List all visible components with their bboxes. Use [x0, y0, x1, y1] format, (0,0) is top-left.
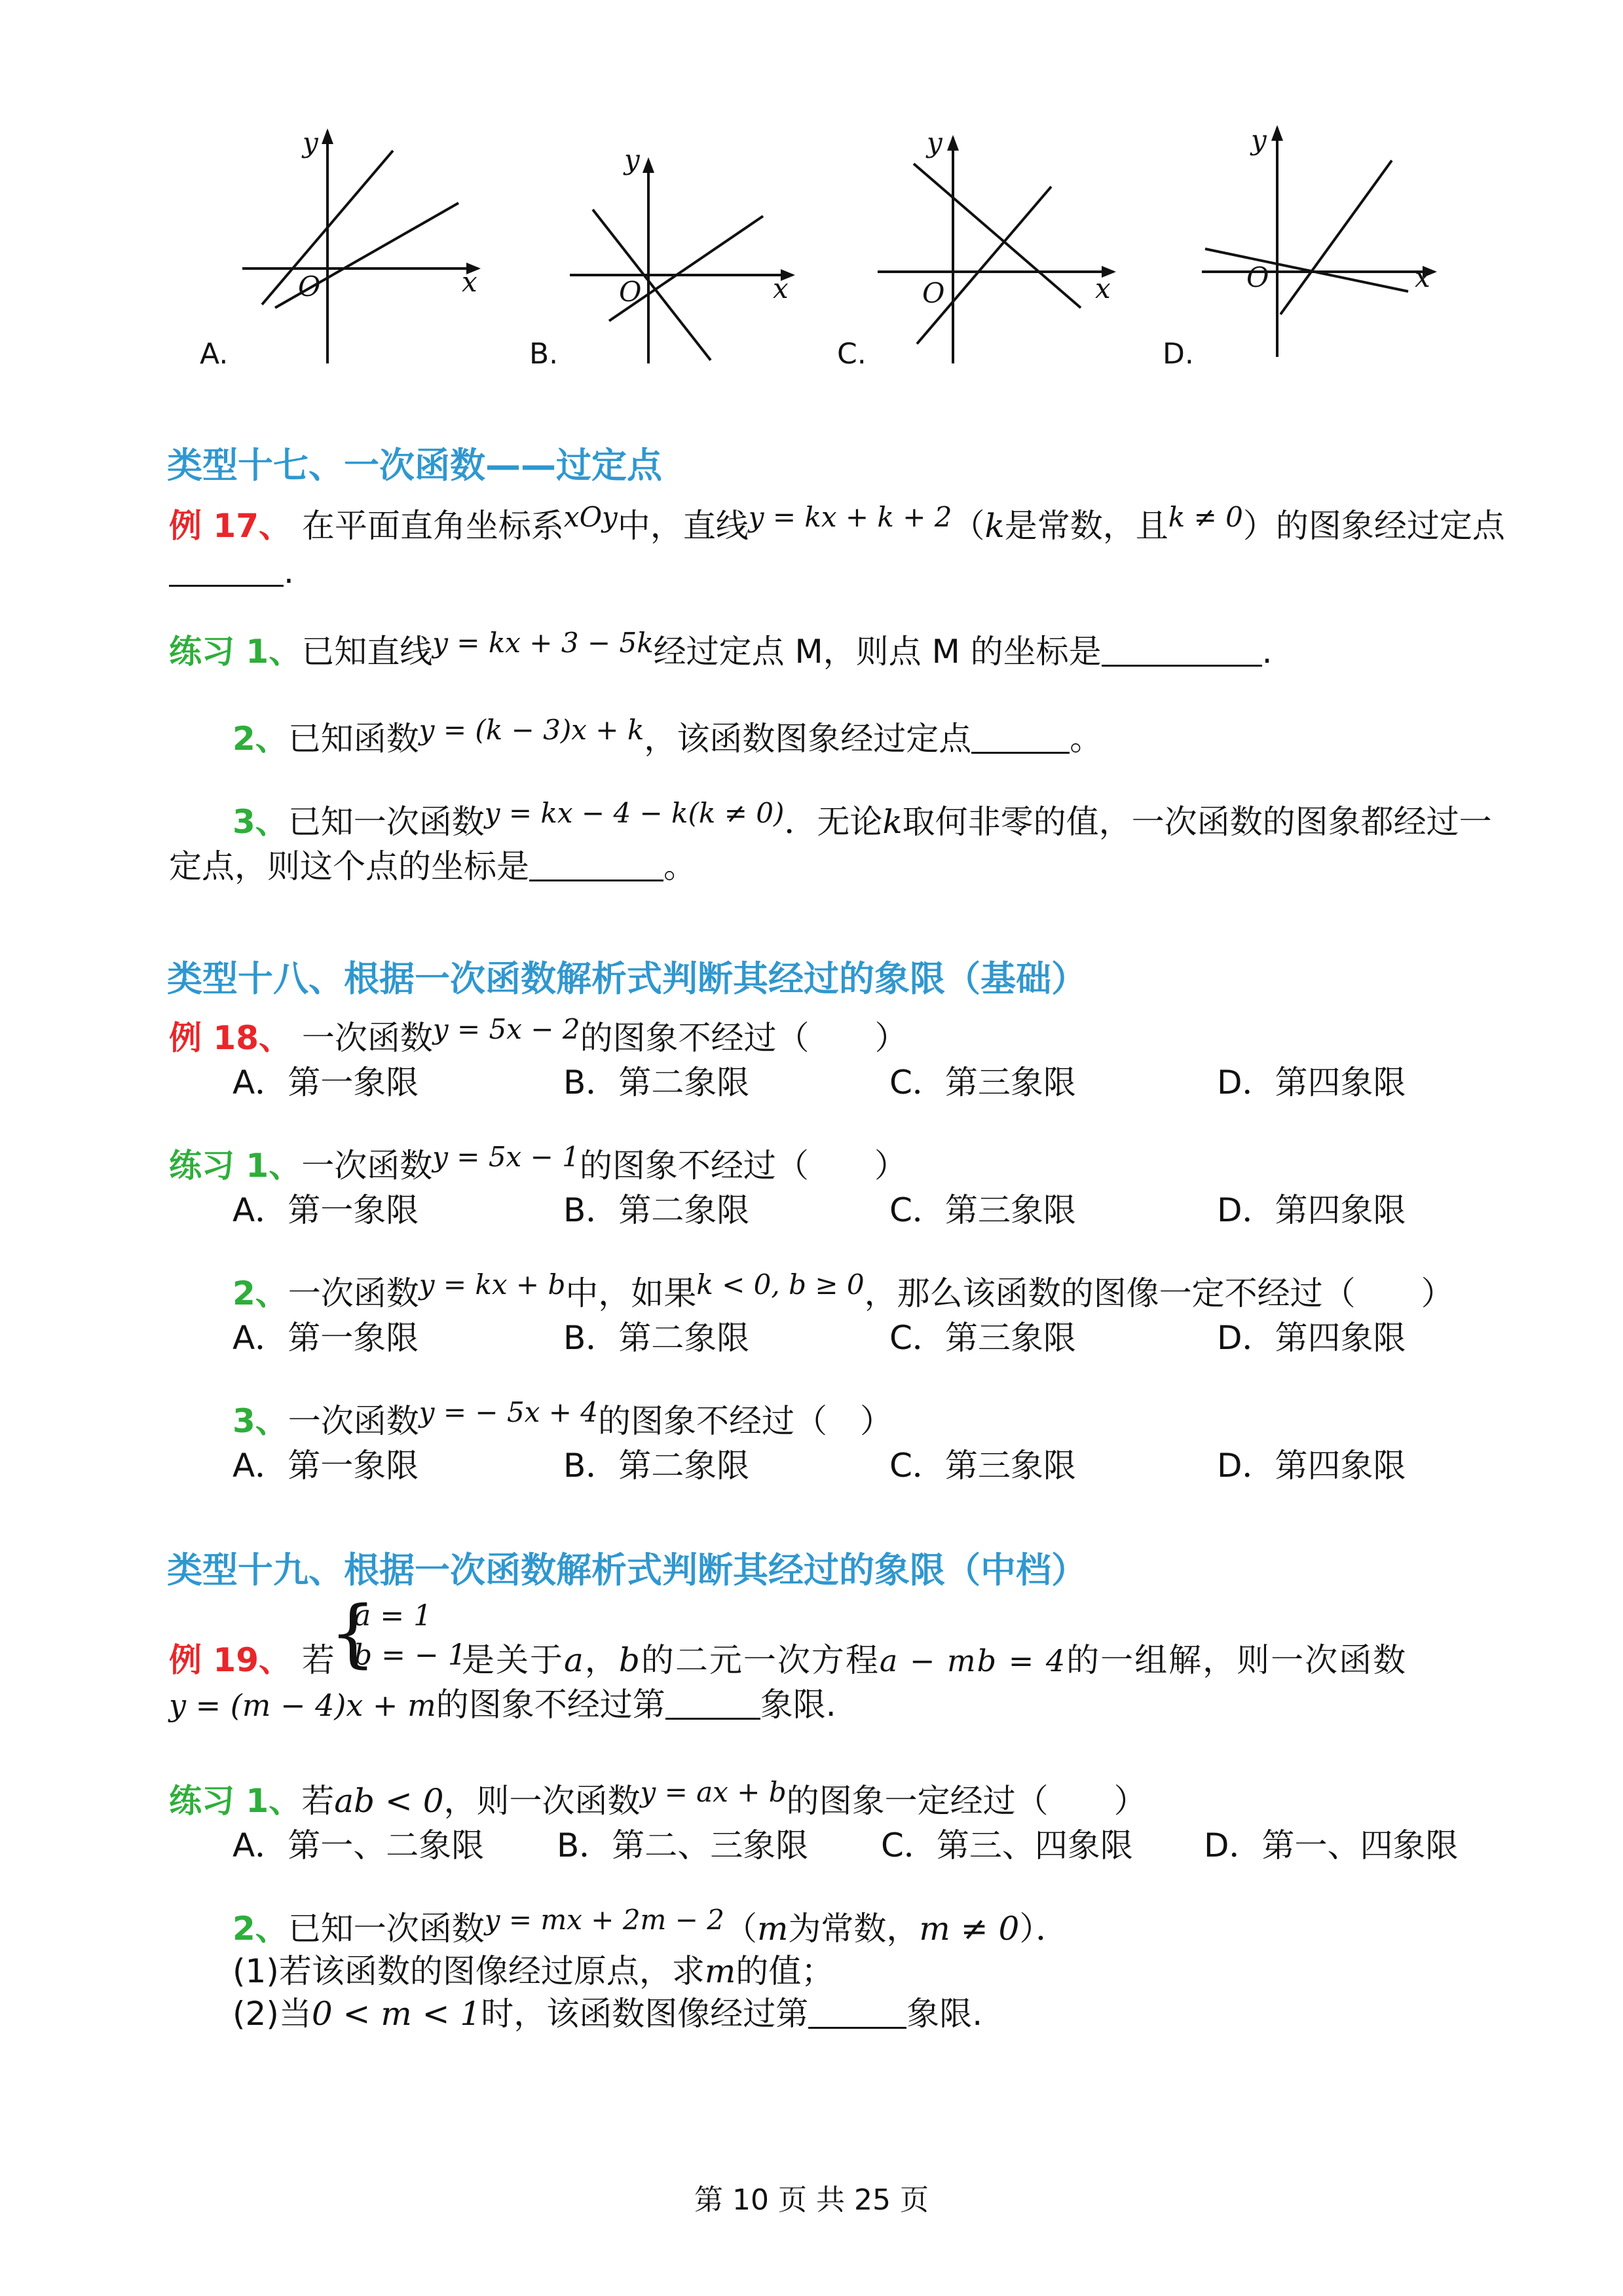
system-eq-1: a = 1 — [354, 1599, 432, 1633]
practice-18-2-options — [0, 1315, 1623, 1361]
option-a: A．第一、二象限 — [233, 1826, 485, 1864]
practice-17-2: 2、已知函数$^{y = (k - 3)x + k}$，该函数图象经过定点 。 — [233, 714, 1103, 758]
practice-18-1-options — [0, 1187, 1623, 1233]
practice-19-1-options — [0, 1823, 1623, 1868]
option-d: D．第四象限 — [1217, 1191, 1406, 1229]
example-18-options — [0, 1060, 1623, 1105]
practice-tag: 练习 1、 — [169, 633, 302, 671]
option-a: A．第一象限 — [233, 1319, 419, 1357]
example-19-tag: 例 19、 — [169, 1641, 291, 1679]
graph-c — [878, 138, 1113, 363]
answer-blank — [529, 845, 663, 881]
option-a: A．第一象限 — [233, 1447, 419, 1485]
example-17-line1: 例 17、 在平面直角坐标系$^{xOy}$中，直线$^{y = kx + k + 2}$（k是常数，且$^{k \ne 0}$）的图象经过定点 — [169, 501, 1505, 545]
section-18-title: 类型十八、根据一次函数解析式判断其经过的象限（基础） — [167, 958, 1087, 999]
example-18: 例 18、 一次函数$^{y = 5x - 2}$的图象不经过（ ） — [169, 1013, 908, 1057]
practice-18-3-options — [0, 1443, 1623, 1489]
example-19-tag-line: 例 19、 若 — [169, 1641, 335, 1679]
graph-a-y-label: y — [303, 126, 318, 158]
answer-blank — [1102, 631, 1262, 667]
example-19-line1: 是关于a，b的二元一次方程a − mb = 4的一组解，则一次函数 — [462, 1641, 1408, 1679]
option-c: C．第三象限 — [889, 1064, 1076, 1102]
option-b: B．第二象限 — [563, 1319, 750, 1357]
option-c: C．第三象限 — [889, 1447, 1076, 1485]
option-b: B．第二象限 — [563, 1191, 750, 1229]
practice-19-2: 2、已知一次函数$^{y = mx + 2m - 2}$（m为常数，m ≠ 0）． — [233, 1904, 1069, 1948]
practice-18-3: 3、一次函数$^{y = - 5x + 4}$的图象不经过（ ） — [233, 1396, 893, 1440]
graph-a-x-label: x — [462, 266, 477, 298]
graph-c-origin-label: O — [922, 277, 945, 309]
section-17-title: 类型十七、一次函数——过定点 — [167, 445, 662, 486]
option-b: B．第二象限 — [563, 1064, 750, 1102]
option-c: C．第三、四象限 — [881, 1826, 1133, 1864]
example-18-tag: 例 18、 — [169, 1019, 291, 1057]
graph-b-y-label: y — [624, 143, 640, 176]
graph-d-origin-label: O — [1246, 261, 1269, 293]
option-d: D．第四象限 — [1217, 1064, 1406, 1102]
graph-b-x-label: x — [773, 272, 789, 305]
graph-d — [1202, 128, 1434, 357]
graph-c-y-label: y — [927, 126, 942, 158]
graph-b — [570, 160, 793, 363]
graph-c-x-label: x — [1095, 272, 1111, 305]
graph-a-option: A. — [200, 337, 229, 371]
answer-blank — [971, 718, 1070, 754]
practice-18-2: 2、一次函数$^{y = kx + b}$中，如果$^{k < 0, b \ge 0}$，那么该函数的图像一定不经过（ ） — [233, 1268, 1454, 1312]
system-eq-2: b = − 1 — [354, 1639, 466, 1672]
graph-c-option: C. — [837, 337, 867, 371]
practice-17-1: 练习 1、已知直线$^{y = kx + 3 - 5k}$经过定点 M，则点 M 的坐标是 . — [169, 627, 1273, 671]
graph-b-origin-label: O — [619, 276, 642, 308]
graph-d-option: D. — [1163, 337, 1194, 371]
answer-blank — [808, 1993, 906, 2029]
graphs-row — [0, 0, 1623, 393]
option-d: D．第四象限 — [1217, 1319, 1406, 1357]
option-c: C．第三象限 — [889, 1191, 1076, 1229]
graph-a — [242, 131, 478, 363]
graph-b-option: B. — [529, 337, 559, 371]
practice-19-1: 练习 1、若ab < 0，则一次函数$^{y = ax + b}$的图象一定经过（ ） — [169, 1776, 1147, 1820]
graph-a-origin-label: O — [298, 270, 321, 303]
option-b: B．第二象限 — [563, 1447, 750, 1485]
example-19-line2: y = (m − 4)x + m的图象不经过第 象限. — [0, 1682, 1623, 1728]
graph-d-y-label: y — [1251, 124, 1267, 156]
option-b: B．第二、三象限 — [557, 1826, 809, 1864]
page-footer: 第 10 页 共 25 页 — [694, 2183, 929, 2217]
answer-blank — [665, 1684, 760, 1720]
example-17-line2: . — [0, 549, 1623, 595]
option-c: C．第三象限 — [889, 1319, 1076, 1357]
practice-17-3-line1: 3、已知一次函数$^{y = kx - 4 - k(k \ne 0)}$．无论k取何非零的值，一次函数的图象都经过一 — [233, 797, 1492, 841]
practice-17-3-line2: 定点，则这个点的坐标是 。 — [0, 843, 1623, 889]
option-d: D．第四象限 — [1217, 1447, 1406, 1485]
section-19-title: 类型十九、根据一次函数解析式判断其经过的象限（中档） — [167, 1549, 1087, 1591]
answer-blank — [169, 551, 284, 587]
example-17-tag: 例 17、 — [169, 507, 291, 545]
practice-19-2-sub2: (2)当0 < m < 1时，该函数图像经过第 象限. — [0, 1991, 1623, 2037]
option-a: A．第一象限 — [233, 1064, 419, 1102]
option-a: A．第一象限 — [233, 1191, 419, 1229]
option-d: D．第一、四象限 — [1204, 1826, 1459, 1864]
graph-d-x-label: x — [1415, 261, 1430, 293]
practice-19-2-sub1: (1)若该函数的图像经过原点，求m的值； — [233, 1952, 834, 1990]
practice-18-1: 练习 1、一次函数$^{y = 5x - 1}$的图象不经过（ ） — [169, 1141, 907, 1185]
system-brace: { — [329, 1591, 377, 1676]
